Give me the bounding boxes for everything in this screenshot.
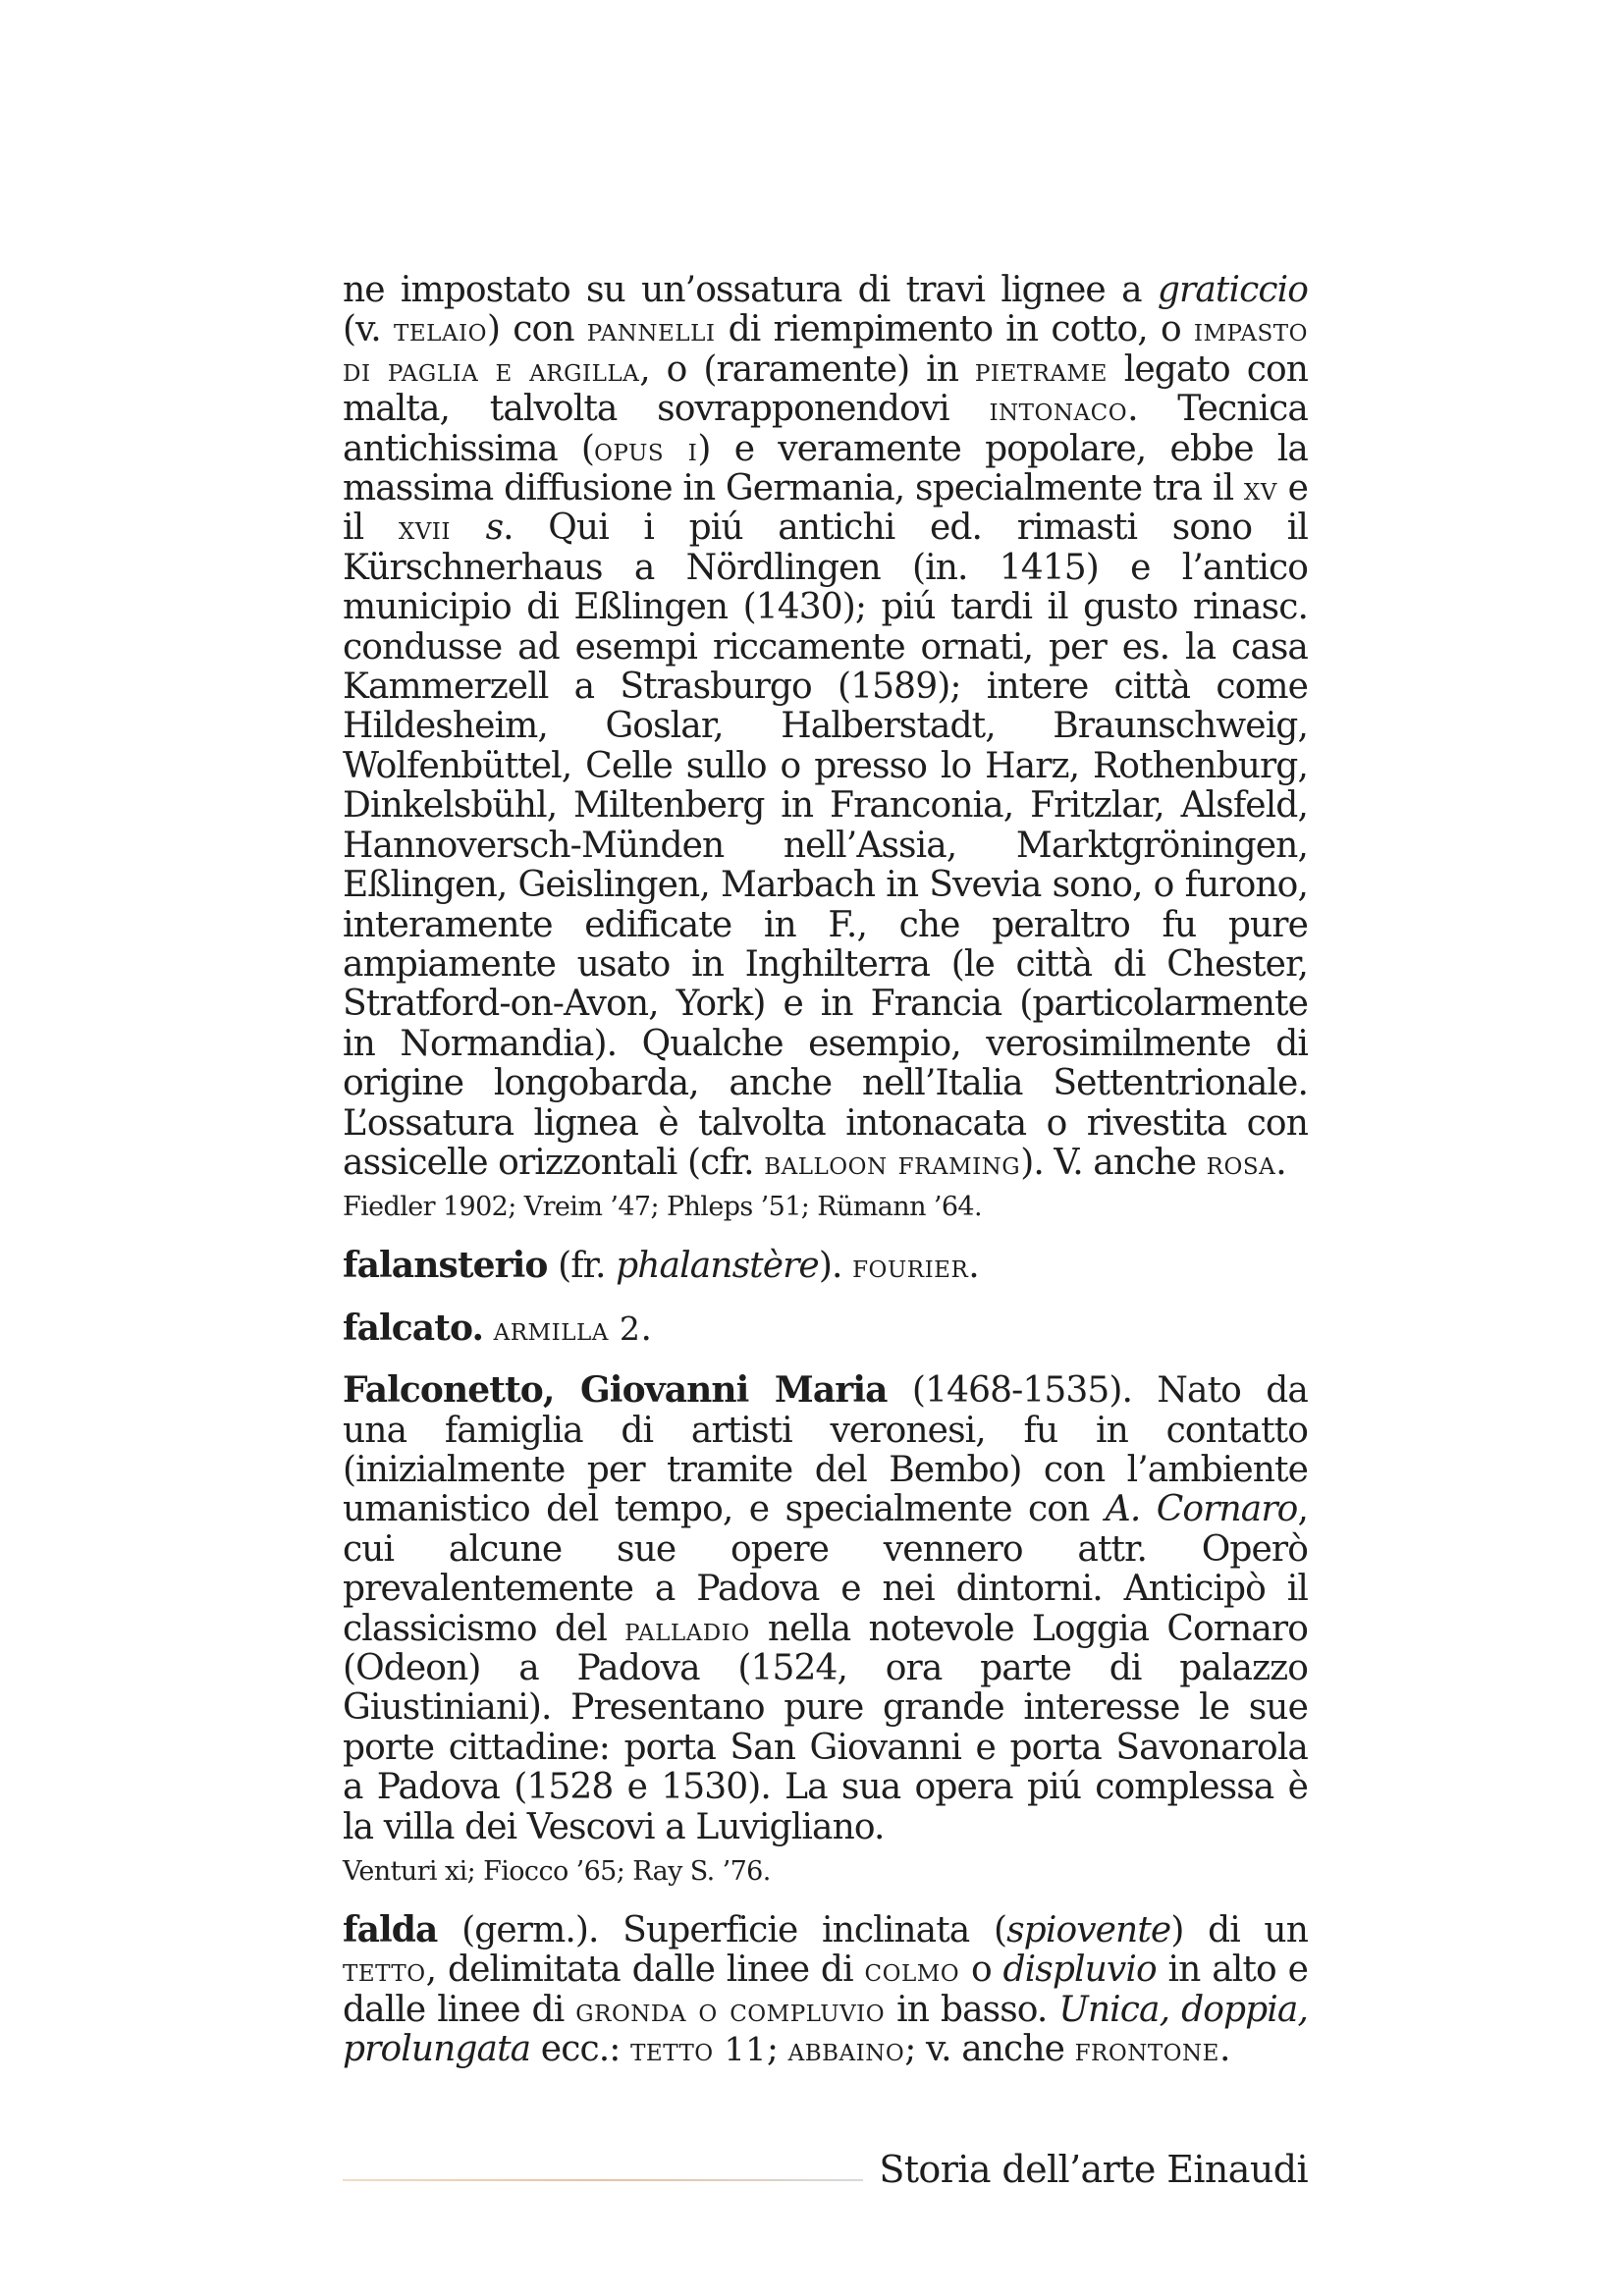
- body-text: ) e veramente popolare, ebbe la massima diffusione in Germania, specialmente tra il: [343, 428, 1308, 509]
- cross-reference: abbaino: [787, 2030, 905, 2069]
- cross-reference: telaio: [394, 310, 487, 349]
- page-footer: [343, 2148, 1308, 2197]
- cross-reference: balloon framing: [764, 1143, 1021, 1182]
- cross-reference: rosa: [1206, 1143, 1276, 1182]
- body-text: di riempimento in cotto, o: [715, 309, 1194, 350]
- entry-headword: falcato.: [343, 1307, 484, 1349]
- body-text: o: [959, 1949, 1003, 1991]
- body-text: (germ.). Superficie inclinata (: [437, 1910, 1007, 1951]
- cross-reference: pannelli: [586, 310, 716, 349]
- entry-falansterio: [343, 1246, 1308, 1286]
- body-text: ecc.:: [530, 2029, 631, 2070]
- entry-body: [343, 1246, 1308, 1286]
- body-text: nella notevole Loggia Cornaro (Odeon) a Padova (1524, ora parte di palazzo Giustiniani). Presentano pure grande interesse le sue porte cittadine: porta San Giovanni e porta Savonarola a Padova (1528 e 1530). La sua opera piú complessa è la villa dei Vescovi a Luvigliano.: [343, 1608, 1308, 1847]
- cross-reference: tetto 11: [630, 2030, 767, 2069]
- cross-reference: intonaco: [989, 390, 1128, 429]
- entry-falconetto: [343, 1370, 1308, 1889]
- body-text: ne impostato su un’ossatura di travi lignee a: [343, 270, 1158, 310]
- body-text: .: [1275, 1142, 1286, 1183]
- cross-reference: gronda o compluvio: [575, 1990, 886, 2029]
- body-text: ; v. anche: [904, 2029, 1075, 2070]
- cross-reference: xv: [1243, 469, 1277, 508]
- cross-reference: frontone: [1074, 2030, 1219, 2069]
- italic-text: displuvio: [1002, 1949, 1157, 1991]
- italic-text: A. Cornaro: [1105, 1489, 1298, 1530]
- body-text: , cui alcune sue opere vennero attr. Operò prevalentemente a Padova e nei dintorni. Anticipò il classicismo del: [343, 1489, 1308, 1649]
- entry-headword: falda: [343, 1909, 438, 1951]
- footer-title: Storia dell’arte Einaudi: [879, 2148, 1308, 2191]
- body-text: , o (raramente) in: [639, 348, 975, 390]
- cross-reference: xvii: [398, 508, 451, 548]
- body-text: ;: [766, 2029, 788, 2070]
- cross-reference: opus i: [594, 429, 698, 468]
- bibliography: Venturi xi; Fiocco ’65; Ray S. ’76.: [343, 1856, 771, 1888]
- body-text: in alto e dalle linee di: [343, 1949, 1308, 2030]
- body-text: . Qui i piú antichi ed. rimasti sono il Kürschnerhaus a Nördlingen (in. 1415) e l’antico municipio di Eßlingen (1430); piú tardi il gusto rinasc. condusse ad esempi riccamente ornati, per es. la casa Kammerzell a Strasburgo (1589); intere città come Hildesheim, Goslar, Halberstadt, Braunschweig, Wolfenbüttel, Celle sullo o presso lo Harz, Rothenburg, Dinkelsbühl, Miltenberg in Franconia, Fritzlar, Alsfeld, Hannoversch-Münden nell’Assia, Marktgröningen, Eßlingen, Geislingen, Marbach in Svevia sono, o furono, interamente edificate in F., che peraltro fu pure ampiamente usato in Inghilterra (le città di Chester, Stratford-on-Avon, York) e in Francia (particolarmente in Normandia). Qualche esempio, verosimilmente di origine longobarda, anche nell’Italia Settentrionale. L’ossatura lignea è talvolta intonacata o rivestita con assicelle orizzontali (cfr.: [343, 507, 1308, 1183]
- bibliography: Fiedler 1902; Vreim ’47; Phleps ’51; Rümann ’64.: [343, 1192, 982, 1223]
- dictionary-page: [343, 271, 1308, 2092]
- entry-falcato: [343, 1308, 1308, 1349]
- cross-reference: colmo: [864, 1950, 960, 1990]
- body-text: (1468-1535). Nato da una famiglia di artisti veronesi, fu in contatto (inizialmente per tramite del Bembo) con l’ambiente umanistico del tempo, e specialmente con: [343, 1370, 1308, 1530]
- body-text: [451, 507, 486, 548]
- italic-text: phalanstère: [616, 1246, 819, 1287]
- body-text: e il: [343, 468, 1308, 549]
- entry-body: [343, 271, 1308, 1183]
- body-text: .: [968, 1246, 979, 1287]
- body-text: legato con malta, talvolta sovrapponendovi: [343, 348, 1309, 430]
- cross-reference: fourier: [852, 1247, 969, 1286]
- cross-reference: armilla 2: [493, 1308, 641, 1348]
- entry-headword: falansterio: [343, 1245, 548, 1287]
- body-text: in basso.: [885, 1989, 1059, 2030]
- cross-reference: palladio: [624, 1609, 750, 1648]
- body-text: .: [640, 1308, 651, 1349]
- body-text: ) con: [486, 309, 587, 350]
- entry-fachwerk-continuation: [343, 271, 1308, 1224]
- body-text: . Tecnica antichissima (: [343, 389, 1308, 469]
- body-text: ).: [818, 1246, 853, 1287]
- entry-body: [343, 1308, 1308, 1349]
- body-text: .: [1218, 2029, 1230, 2070]
- body-text: [483, 1308, 494, 1349]
- italic-text: s: [485, 507, 504, 549]
- entry-body: [343, 1910, 1308, 2070]
- cross-reference: impasto di paglia e argilla: [343, 310, 1308, 389]
- italic-text: graticcio: [1157, 270, 1308, 310]
- cross-reference: tetto: [343, 1950, 426, 1990]
- italic-text: spiovente: [1006, 1910, 1171, 1951]
- entry-falda: [343, 1910, 1308, 2070]
- entry-headword: Falconetto, Giovanni Maria: [343, 1369, 888, 1412]
- body-text: ) di un: [1170, 1910, 1308, 1951]
- footer-rule: [343, 2179, 863, 2181]
- body-text: (fr.: [547, 1246, 617, 1287]
- italic-text: Unica, doppia, prolungata: [343, 1989, 1309, 2070]
- body-text: , delimitata dalle linee di: [425, 1949, 865, 1991]
- entry-body: [343, 1370, 1308, 1847]
- body-text: (v.: [343, 309, 395, 350]
- body-text: ). V. anche: [1020, 1142, 1207, 1183]
- cross-reference: pietrame: [974, 349, 1108, 389]
